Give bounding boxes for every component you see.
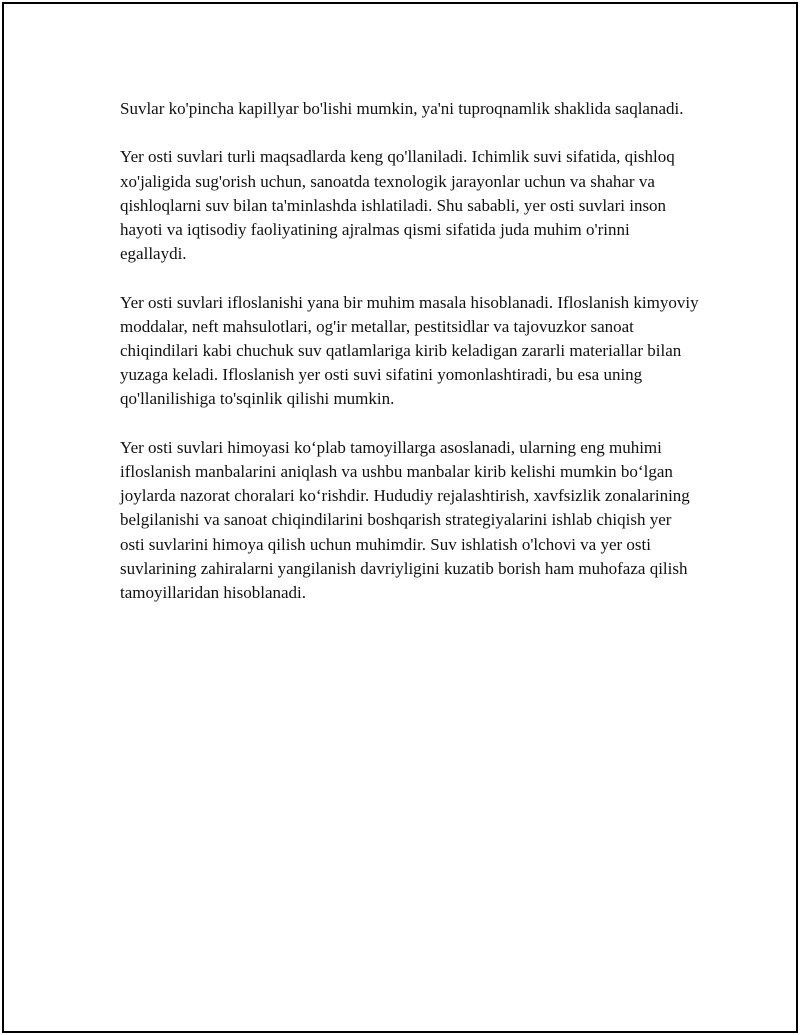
paragraph-groundwater-pollution: Yer osti suvlari ifloslanishi yana bir muhim masala hisoblanadi. Ifloslanish kimyoviy moddalar, neft mahsulotlari, og'ir metallar, pestitsidlar va tajovuzkor sanoat chiqindilari kabi chuchuk suv qatlamlariga kirib keladigan zararli materiallar bilan yuzaga keladi. Ifloslanish yer osti suvi sifatini yomonlashtiradi, bu esa uning qo'llanilishiga to'sqinlik qilishi mumkin. (120, 292, 699, 409)
paragraph-capillary-water: Suvlar ko'pincha kapillyar bo'lishi mumkin, ya'ni tuproqnamlik shaklida saqlanadi. (120, 99, 684, 118)
document-page (2, 2, 798, 1033)
paragraph-groundwater-uses: Yer osti suvlari turli maqsadlarda keng qo'llaniladi. Ichimlik suvi sifatida, qishloq xo'jaligida sug'orish uchun, sanoatda texnologik jarayonlar uchun va shahar va qishloqlarni suv bilan ta'minlashda ishlatiladi. Shu sababli, yer osti suvlari inson hayoti va iqtisodiy faoliyatining ajralmas qismi sifatida juda muhim o'rinni egallaydi. (120, 147, 675, 264)
paragraph-groundwater-protection: Yer osti suvlari himoyasi ko‘plab tamoyillarga asoslanadi, ularning eng muhimi ifloslanish manbalarini aniqlash va ushbu manbalar kirib kelishi mumkin bo‘lgan joylarda nazorat choralari ko‘rishdir. Hududiy rejalashtirish, xavfsizlik zonalarining belgilanishi va sanoat chiqindilarini boshqarish strategiyalarini ishlab chiqish yer osti suvlarini himoya qilish uchun muhimdir. Suv ishlatish o'lchovi va yer osti suvlarining zahiralarni yangilanish davriyligini kuzatib borish ham muhofaza qilish tamoyillaridan hisoblanadi. (120, 437, 690, 603)
document-body (120, 97, 700, 629)
